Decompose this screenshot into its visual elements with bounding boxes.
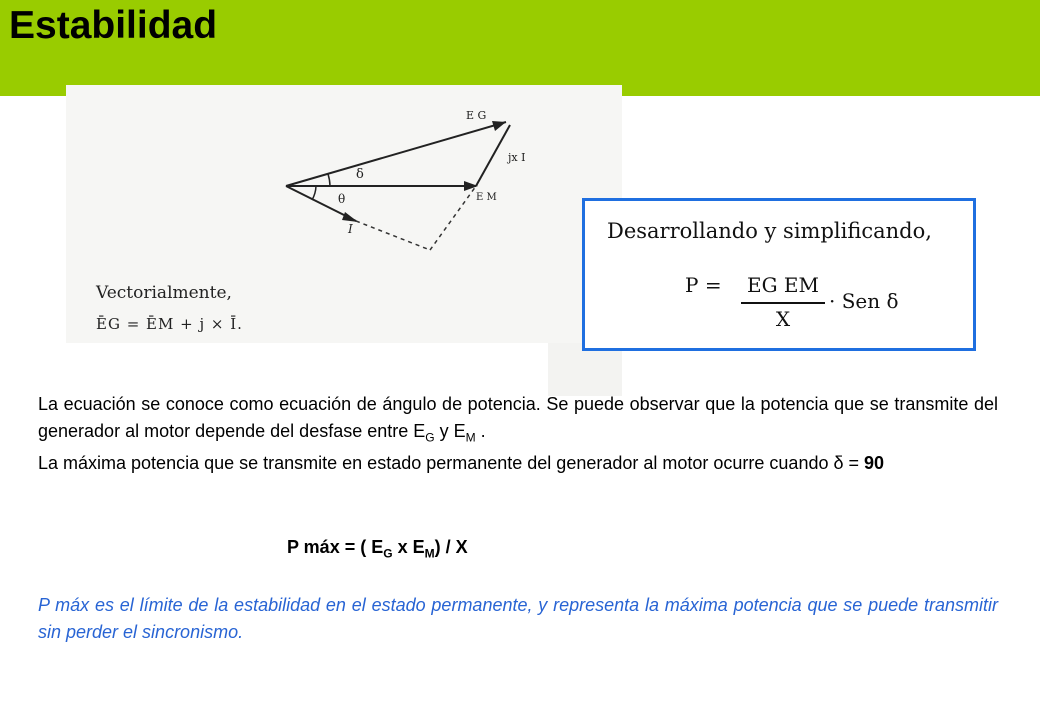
- label-em: E M: [476, 192, 497, 203]
- paragraph-power-angle: [38, 391, 998, 452]
- formula-intro: Desarrollando y simplificando,: [607, 219, 932, 243]
- formula-lhs: P =: [685, 273, 722, 297]
- delta-arc: [328, 174, 330, 186]
- pmax-text-2: x E: [392, 537, 425, 557]
- p2-text: La máxima potencia que se transmite en estado permanente del generador al motor ocurre cuando δ =: [38, 453, 865, 473]
- p1-text-2: y E: [434, 421, 466, 441]
- label-i: I: [348, 222, 353, 236]
- phasor-diagram: [66, 85, 622, 343]
- eg-vector: [286, 122, 506, 186]
- i-arrowhead: [342, 212, 358, 222]
- p1-sub-g: G: [425, 430, 435, 445]
- label-theta: θ: [338, 192, 346, 206]
- pmax-formula: [287, 537, 468, 561]
- theta-arc: [312, 186, 316, 200]
- label-delta: δ: [356, 167, 364, 182]
- pmax-text-1: P máx = ( E: [287, 537, 384, 557]
- power-formula-box: [582, 198, 976, 351]
- paragraph-max-power: [38, 450, 998, 477]
- em-arrowhead: [464, 181, 478, 191]
- jxi-vector: [476, 125, 510, 186]
- formula-denominator: X: [775, 307, 791, 331]
- pmax-sub-g: G: [383, 546, 393, 561]
- eg-arrowhead: [492, 121, 506, 131]
- vectorial-equation: ĒG = ĒM + j × Ī.: [96, 315, 243, 333]
- dashed-line-2: [430, 186, 476, 250]
- label-jxi: jx I: [508, 151, 526, 164]
- vectorial-label: Vectorialmente,: [96, 283, 232, 303]
- label-eg: E G: [466, 109, 487, 122]
- dashed-line-1: [356, 221, 430, 250]
- slide-title: Estabilidad: [9, 4, 218, 47]
- p2-value: 90: [864, 453, 885, 473]
- p1-text: La ecuación se conoce como ecuación de ángulo de potencia. Se puede observar que la potencia que se transmite del generador al motor depende del desfase entre E: [38, 394, 998, 441]
- p1-sub-m: M: [465, 430, 476, 445]
- paragraph-stability-limit: P máx es el límite de la estabilidad en el estado permanente, y representa la máxima potencia que se puede transmitir sin perder el sincronismo.: [38, 595, 998, 642]
- formula-numerator: EG EM: [746, 273, 819, 297]
- pmax-sub-m: M: [424, 546, 435, 561]
- p1-text-3: .: [475, 421, 486, 441]
- fraction-bar: [741, 302, 825, 304]
- formula-rhs: · Sen δ: [829, 289, 899, 313]
- pmax-text-3: ) / X: [434, 537, 468, 557]
- phasor-diagram-svg: [66, 85, 622, 343]
